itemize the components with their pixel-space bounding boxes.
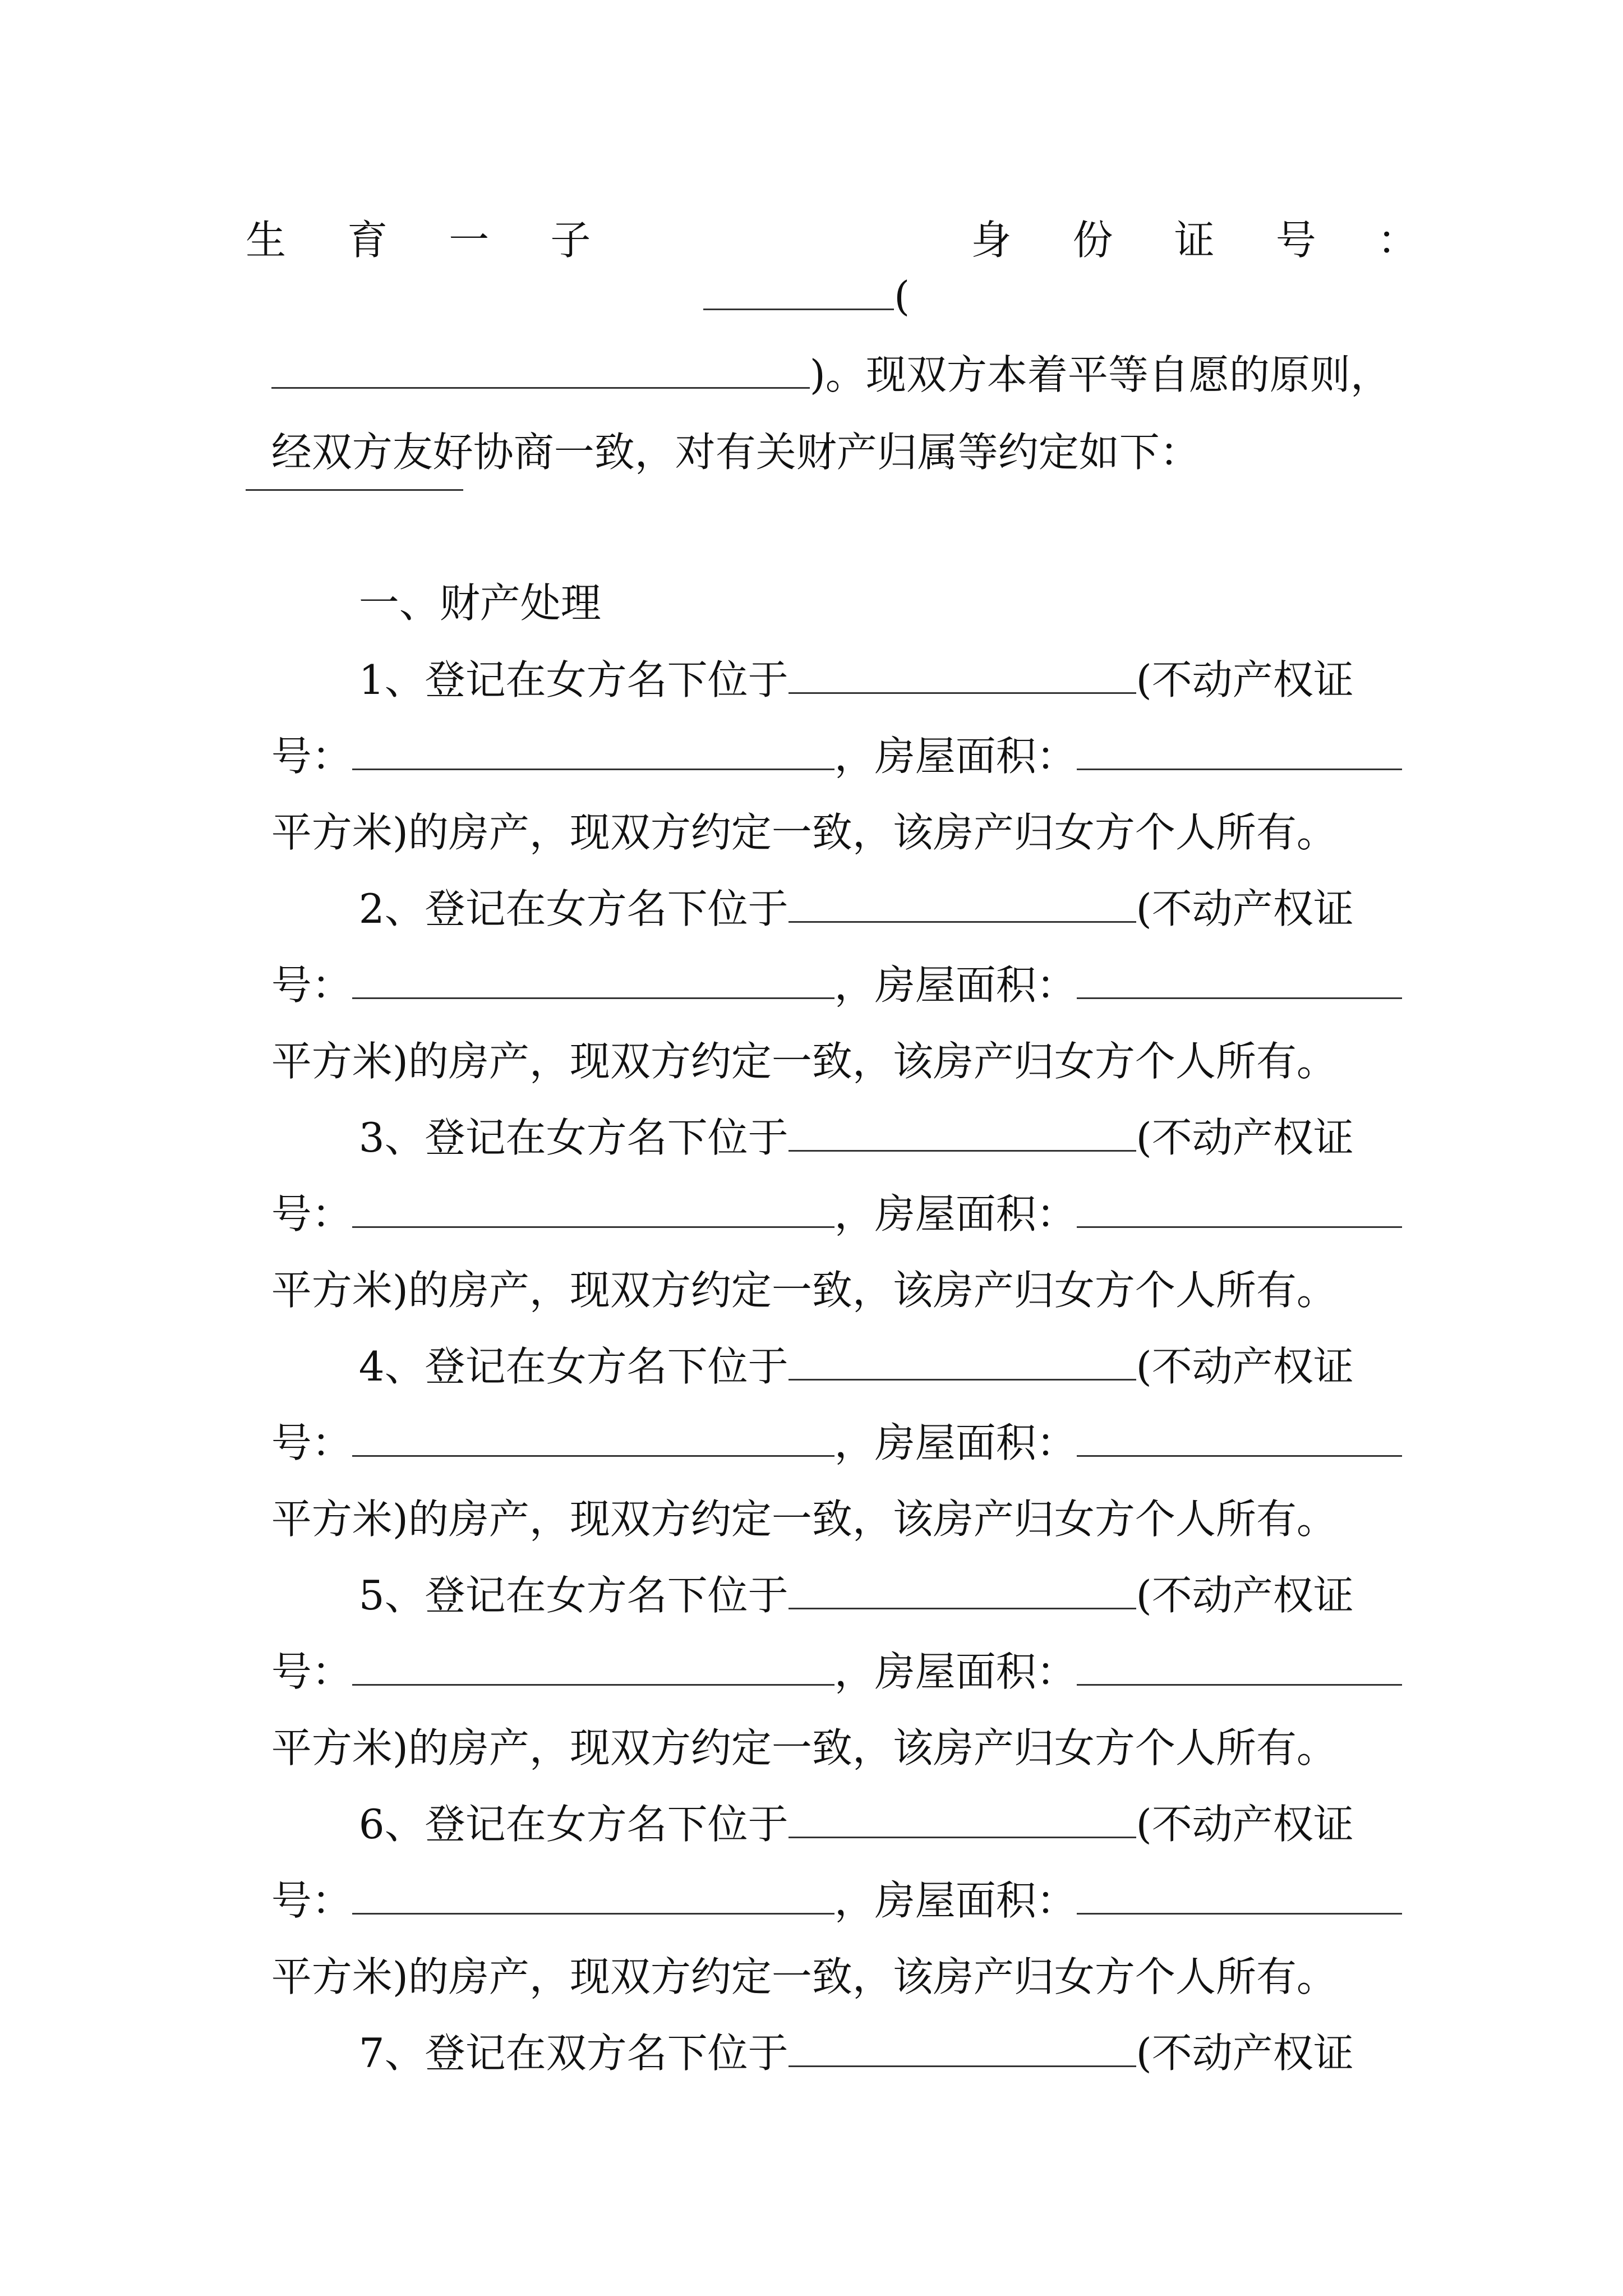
item-owner-text: 、登记在女方名下位于: [384, 1572, 789, 1619]
property-item-2-line-2: [246, 901, 1402, 1009]
property-location-blank[interactable]: [789, 2025, 1136, 2067]
property-item-4-line-1: [333, 1282, 1354, 1390]
child-name-field[interactable]: [652, 212, 910, 320]
item-owner-text: 、登记在女方名下位于: [384, 656, 789, 703]
property-item-1-line-1: [333, 596, 1354, 703]
section-heading: [333, 519, 601, 627]
id-label-char: 号: [1275, 217, 1316, 264]
item-closing: 平方米)的房产，现双方约定一致，该房产归女方个人所有。: [271, 809, 1337, 856]
item-number: 7: [358, 2030, 385, 2077]
item-closing: 平方米)的房产，现双方约定一致，该房产归女方个人所有。: [271, 1267, 1337, 1314]
cert-label: 号：: [271, 733, 352, 780]
property-item-3-line-1: [333, 1053, 1354, 1161]
property-item-6-line-1: [333, 1740, 1354, 1848]
property-item-2-line-3: [246, 977, 1337, 1085]
area-label: ，房屋面积：: [834, 961, 1077, 1009]
item-owner-text: 、登记在双方名下位于: [384, 2030, 789, 2077]
property-item-7-line-1: [333, 1969, 1354, 2077]
area-label: ，房屋面积：: [834, 1419, 1077, 1466]
area-label: ，房屋面积：: [834, 1648, 1077, 1695]
cert-label: 号：: [271, 1190, 352, 1237]
property-item-6-line-2: [246, 1816, 1402, 1924]
id-label-char: 身: [971, 217, 1012, 264]
property-item-5-line-1: [333, 1511, 1354, 1619]
property-item-3-line-3: [246, 1206, 1337, 1314]
property-item-3-line-2: [246, 1130, 1402, 1237]
item-number: 6: [358, 1801, 385, 1848]
item-number: 2: [358, 885, 385, 932]
property-item-6-line-3: [246, 1893, 1337, 2000]
cert-label: 号：: [271, 1648, 352, 1695]
separator-rule: [246, 489, 463, 491]
item-owner-text: 、登记在女方名下位于: [384, 885, 789, 932]
cert-label: 号：: [271, 961, 352, 1009]
intro-line-1: [246, 212, 1418, 320]
intro-char: 一: [449, 217, 490, 264]
intro-char: 育: [347, 217, 388, 264]
section-heading-text: 一、财产处理: [358, 579, 601, 627]
item-owner-text: 、登记在女方名下位于: [384, 1114, 789, 1161]
property-item-1-line-3: [246, 748, 1337, 856]
intro-line-3-text: 经双方友好协商一致，对有关财产归属等约定如下：: [271, 429, 1200, 476]
property-item-4-line-2: [246, 1359, 1402, 1466]
id-label-char: ：: [1377, 217, 1418, 264]
item-owner-text: 、登记在女方名下位于: [384, 1343, 789, 1390]
property-item-5-line-3: [246, 1664, 1337, 1772]
property-item-1-line-2: [246, 672, 1402, 780]
item-closing: 平方米)的房产，现双方约定一致，该房产归女方个人所有。: [271, 1953, 1337, 2000]
item-closing: 平方米)的房产，现双方约定一致，该房产归女方个人所有。: [271, 1496, 1337, 1543]
id-label-char: 证: [1174, 217, 1215, 264]
area-label: ，房屋面积：: [834, 733, 1077, 780]
cert-prefix: (不动产权证: [1136, 1572, 1354, 1619]
intro-line-2: [246, 291, 1391, 398]
cert-prefix: (不动产权证: [1136, 885, 1354, 932]
intro-char: 生: [246, 217, 287, 264]
item-closing: 平方米)的房产，现双方约定一致，该房产归女方个人所有。: [271, 1724, 1337, 1772]
item-owner-text: 、登记在女方名下位于: [384, 1801, 789, 1848]
cert-prefix: (不动产权证: [1136, 656, 1354, 703]
cert-prefix: (不动产权证: [1136, 1343, 1354, 1390]
id-label-char: 份: [1072, 217, 1113, 264]
item-number: 1: [358, 656, 385, 703]
cert-label: 号：: [271, 1419, 352, 1466]
cert-prefix: (不动产权证: [1136, 1114, 1354, 1161]
item-number: 5: [358, 1572, 385, 1619]
item-number: 4: [358, 1343, 385, 1390]
intro-line-3: [246, 368, 1200, 476]
open-paren: (: [894, 273, 910, 320]
cert-prefix: (不动产权证: [1136, 2030, 1354, 2077]
item-closing: 平方米)的房产，现双方约定一致，该房产归女方个人所有。: [271, 1038, 1337, 1085]
area-label: ，房屋面积：: [834, 1190, 1077, 1237]
item-number: 3: [358, 1114, 385, 1161]
intro-char: 子: [550, 217, 591, 264]
property-item-5-line-2: [246, 1588, 1402, 1695]
property-item-4-line-3: [246, 1435, 1337, 1543]
cert-label: 号：: [271, 1877, 352, 1924]
property-item-2-line-1: [333, 825, 1354, 932]
intro-line-2-text: )。现双方本着平等自愿的原则，: [809, 351, 1391, 398]
cert-prefix: (不动产权证: [1136, 1801, 1354, 1848]
area-label: ，房屋面积：: [834, 1877, 1077, 1924]
